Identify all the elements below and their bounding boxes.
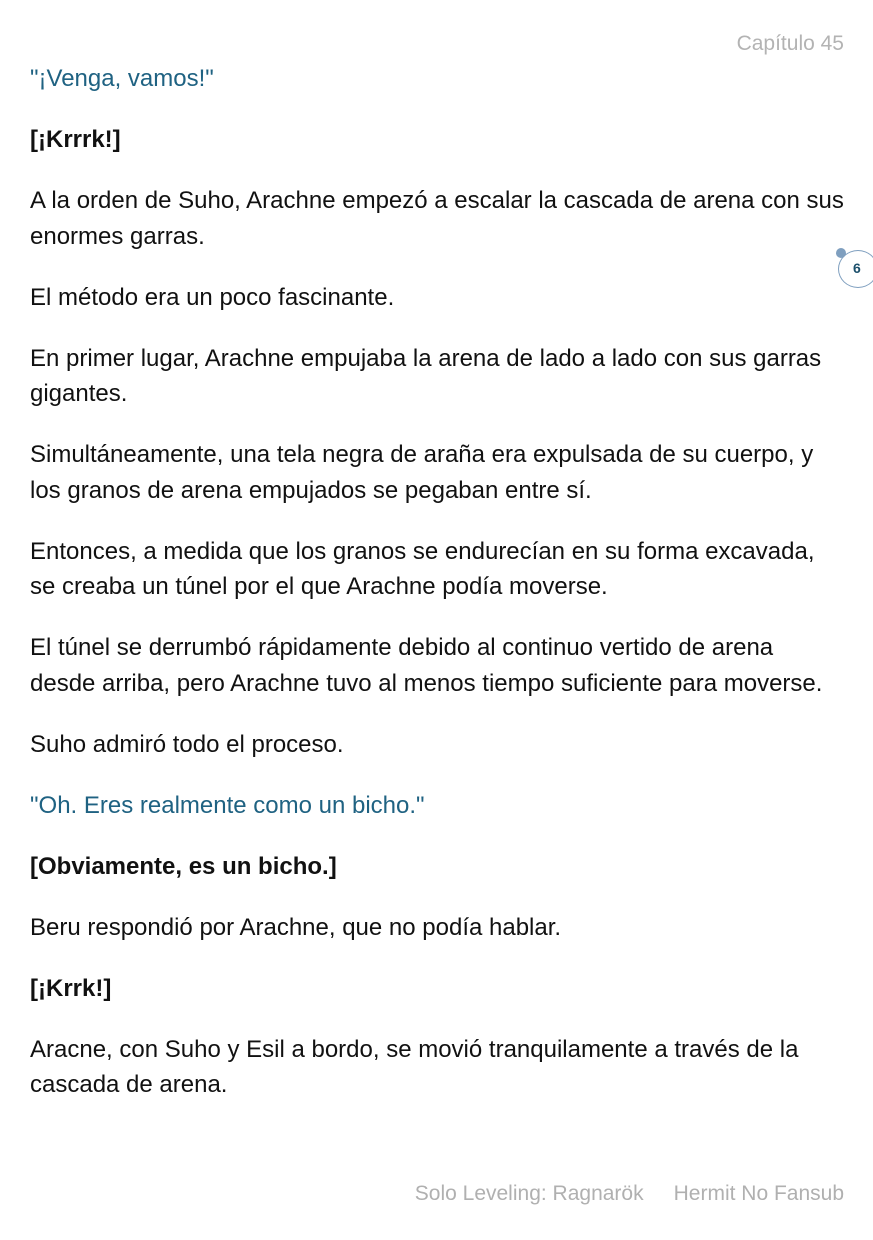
footer	[415, 1182, 844, 1206]
narration-paragraph: En primer lugar, Arachne empujaba la arena de lado a lado con sus garras gigantes.	[30, 344, 822, 407]
dialogue-paragraph: "¡Venga, vamos!"	[30, 65, 214, 92]
system-paragraph: [¡Krrrk!]	[30, 126, 121, 153]
chapter-text	[30, 61, 845, 1128]
translator-credit: Hermit No Fansub	[673, 1182, 844, 1205]
narration-paragraph: Entonces, a medida que los granos se endurecían en su forma excavada, se creaba un túnel por el que Arachne podía moverse.	[30, 537, 815, 600]
narration-paragraph: Beru respondió por Arachne, que no podía hablar.	[30, 913, 562, 941]
narration-paragraph: A la orden de Suho, Arachne empezó a escalar la cascada de arena con sus enormes garras.	[30, 187, 844, 250]
narration-paragraph: Aracne, con Suho y Esil a bordo, se movió tranquilamente a través de la cascada de arena.	[30, 1035, 799, 1098]
narration-paragraph: Simultáneamente, una tela negra de araña era expulsada de su cuerpo, y los granos de arena empujados se pegaban entre sí.	[30, 441, 814, 504]
narration-paragraph: El método era un poco fascinante.	[30, 283, 395, 311]
narration-paragraph: Suho admiró todo el proceso.	[30, 730, 344, 758]
page-number: 6	[853, 260, 861, 276]
narration-paragraph: El túnel se derrumbó rápidamente debido al continuo vertido de arena desde arriba, pero Arachne tuvo al menos tiempo suficiente para moverse.	[30, 634, 823, 697]
dialogue-paragraph: "Oh. Eres realmente como un bicho."	[30, 791, 425, 819]
book-title: Solo Leveling: Ragnarök	[414, 1182, 644, 1205]
system-paragraph: [¡Krrk!]	[30, 974, 112, 1002]
system-paragraph: [Obviamente, es un bicho.]	[30, 852, 337, 880]
chapter-label: Capítulo 45	[736, 32, 844, 55]
